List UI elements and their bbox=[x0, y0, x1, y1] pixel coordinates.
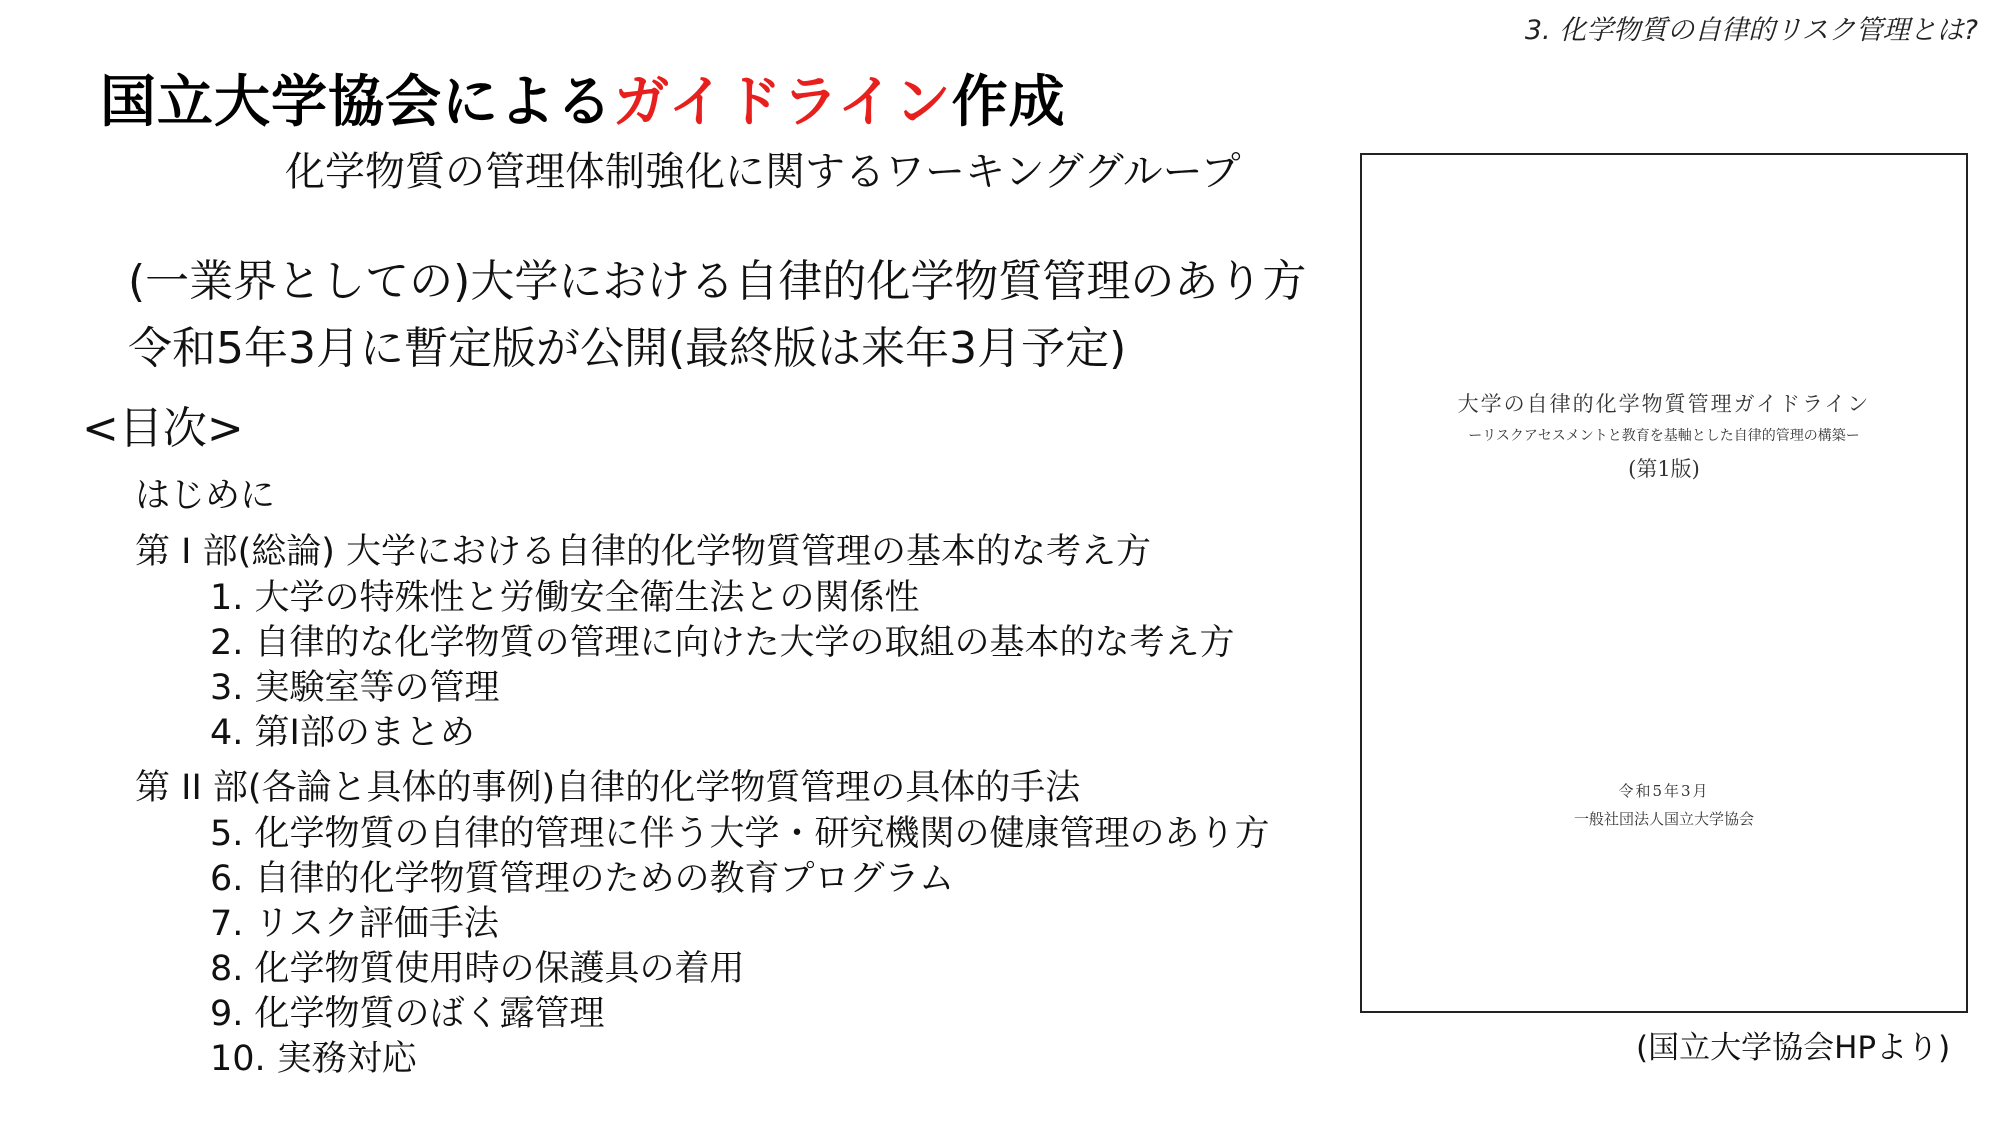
page-title bbox=[100, 58, 1066, 138]
toc-subsection: 6. 自律的化学物質管理のための教育プログラム bbox=[210, 859, 955, 899]
toc-subsection: 4. 第I部のまとめ bbox=[210, 713, 475, 753]
toc-subsection: 9. 化学物質のばく露管理 bbox=[210, 994, 605, 1034]
cover-date: 令和5年3月 bbox=[1618, 782, 1710, 800]
toc-section: 第 I 部(総論) 大学における自律的化学物質管理の基本的な考え方 bbox=[135, 532, 1152, 572]
source-note: (国立大学協会HPより) bbox=[1636, 1030, 1951, 1066]
cover-subtitle: ーリスクアセスメントと教育を基軸とした自律的管理の構築ー bbox=[1468, 428, 1860, 444]
working-group-subtitle: 化学物質の管理体制強化に関するワーキンググループ bbox=[285, 149, 1241, 195]
toc-subsection: 2. 自律的な化学物質の管理に向けた大学の取組の基本的な考え方 bbox=[210, 623, 1235, 663]
toc-section: 第 II 部(各論と具体的事例)自律的化学物質管理の具体的手法 bbox=[135, 768, 1081, 808]
intro-line-2: 令和5年3月に暫定版が公開(最終版は来年3月予定) bbox=[128, 323, 1127, 374]
toc-heading: <目次> bbox=[82, 403, 244, 454]
toc-section: はじめに bbox=[135, 476, 276, 516]
toc-subsection: 10. 実務対応 bbox=[210, 1039, 417, 1079]
toc-subsection: 3. 実験室等の管理 bbox=[210, 668, 500, 708]
toc-subsection: 1. 大学の特殊性と労働安全衛生法との関係性 bbox=[210, 578, 920, 618]
intro-line-1: (一業界としての)大学における自律的化学物質管理のあり方 bbox=[128, 256, 1307, 307]
toc-subsection: 8. 化学物質使用時の保護具の着用 bbox=[210, 949, 745, 989]
page-title-before: 国立大学協会による bbox=[100, 70, 613, 135]
page-title-after: 作成 bbox=[951, 70, 1066, 135]
guideline-cover-image bbox=[1360, 153, 1968, 1013]
toc-subsection: 5. 化学物質の自律的管理に伴う大学・研究機関の健康管理のあり方 bbox=[210, 814, 1270, 854]
cover-publisher: 一般社団法人国立大学協会 bbox=[1573, 810, 1754, 828]
page-title-accent: ガイドライン bbox=[613, 70, 952, 135]
section-label: 3. 化学物質の自律的リスク管理とは? bbox=[1524, 15, 1978, 46]
toc-subsection: 7. リスク評価手法 bbox=[210, 904, 499, 944]
cover-title: 大学の自律的化学物質管理ガイドライン bbox=[1457, 392, 1871, 416]
cover-edition: (第1版) bbox=[1628, 457, 1700, 481]
